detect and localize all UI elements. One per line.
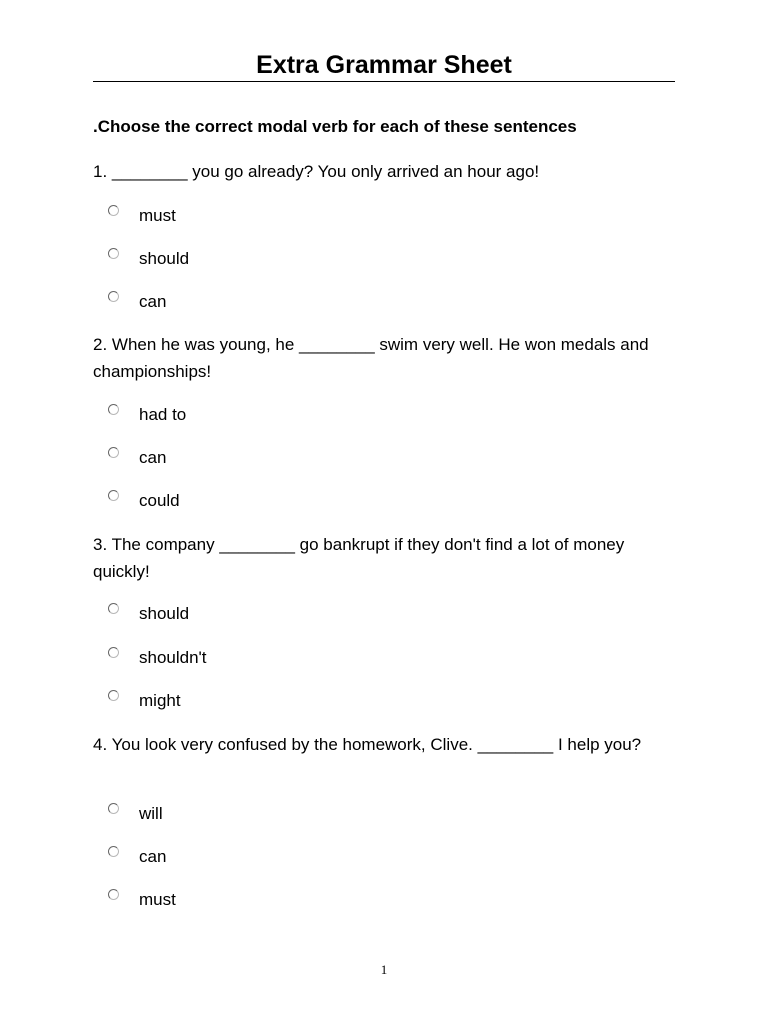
- option-label: will: [139, 804, 163, 823]
- option-label: must: [139, 206, 176, 225]
- radio-button-icon[interactable]: [108, 889, 119, 900]
- radio-button-icon[interactable]: [108, 647, 119, 658]
- radio-button-icon[interactable]: [108, 291, 119, 302]
- option-label: should: [139, 604, 190, 623]
- radio-button-icon[interactable]: [108, 490, 119, 501]
- option-label: could: [139, 491, 180, 510]
- radio-button-icon[interactable]: [108, 248, 119, 259]
- radio-button-icon[interactable]: [108, 447, 119, 458]
- instruction-text: .Choose the correct modal verb for each of these sentences: [93, 117, 577, 136]
- option-label: shouldn't: [139, 648, 207, 667]
- question-1-text: 1. ________ you go already? You only arrived an hour ago!: [93, 162, 540, 181]
- question-3-text: 3. The company ________ go bankrupt if they don't find a lot of money quickly!: [93, 535, 625, 581]
- option-label: had to: [139, 405, 187, 424]
- question-2-text: 2. When he was young, he ________ swim very well. He won medals and championships!: [93, 335, 649, 381]
- radio-button-icon[interactable]: [108, 404, 119, 415]
- option-label: can: [139, 448, 167, 467]
- page-title: Extra Grammar Sheet: [256, 51, 512, 79]
- option-label: can: [139, 292, 167, 311]
- option-label: must: [139, 890, 176, 909]
- option-label: can: [139, 847, 167, 866]
- radio-button-icon[interactable]: [108, 603, 119, 614]
- question-4-text: 4. You look very confused by the homework, Clive. ________ I help you?: [93, 735, 642, 754]
- radio-button-icon[interactable]: [108, 803, 119, 814]
- radio-button-icon[interactable]: [108, 205, 119, 216]
- option-label: might: [139, 691, 181, 710]
- page-number: 1: [380, 962, 388, 977]
- radio-button-icon[interactable]: [108, 690, 119, 701]
- option-label: should: [139, 249, 190, 268]
- title-underline: [93, 81, 675, 82]
- radio-button-icon[interactable]: [108, 846, 119, 857]
